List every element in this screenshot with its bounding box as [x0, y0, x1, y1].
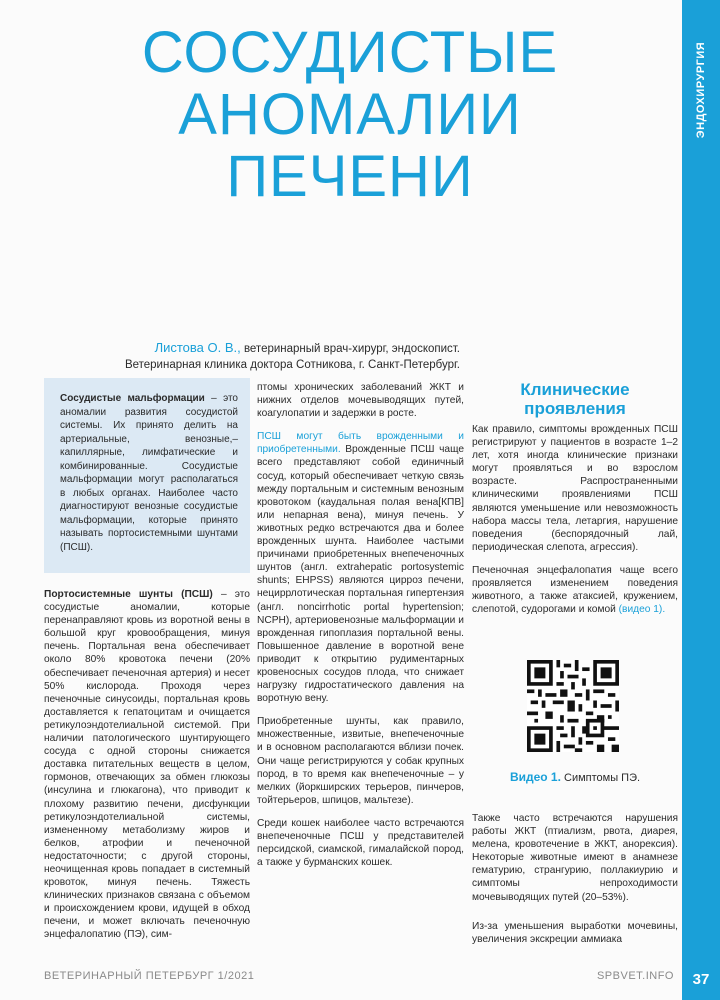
column-2: [257, 381, 464, 879]
qr-code[interactable]: [527, 660, 619, 752]
paragraph: Приобретенные шунты, как правило, множественные, извитые, внепеченочные и в основном располагаются вблизи почек. Они чаще регистрируются у собак крупных пород, в то время как внепеченочные – у мелких (йоркширских терьеров, пинчеров, тойтерьеров, шпицов, мальтезе).: [257, 716, 464, 806]
page-footer: [44, 970, 674, 990]
paragraph: [472, 564, 678, 616]
paragraph: [44, 588, 250, 942]
side-accent-bar: [682, 0, 720, 1000]
paragraph: Из-за уменьшения выработки мочевины, увеличения экскреции аммиака: [472, 920, 678, 945]
highlight-text: ПСШ могут быть врожденными и приобретенными.: [257, 431, 464, 456]
paragraph: птомы хронических заболеваний ЖКТ и нижних отделов мочевыводящих путей, коагулопатии и задержки в росте.: [257, 382, 464, 420]
journal-name: ВЕТЕРИНАРНЫЙ ПЕТЕРБУРГ 1/2021: [44, 970, 255, 982]
section-title: Клинические проявления: [520, 380, 630, 418]
title-line: СОСУДИСТЫЕ: [141, 20, 559, 85]
intro-term: Сосудистые мальформации: [60, 393, 205, 404]
section-tag: [682, 40, 720, 140]
video-label: Видео 1.: [509, 770, 561, 784]
author-name: Листова О. В.,: [154, 340, 241, 355]
site-link[interactable]: SPBVET.INFO: [596, 970, 674, 982]
section-tag-label: ЭНДОХИРУРГИЯ: [695, 41, 707, 139]
pss-text: – это сосудистые аномалии, которые перенаправляют кровь из воротной вены в большой круг кровообращения, минуя печень. Портальная вена обеспечивает около 80% кровотока печени (20% обеспечивает печеночная артерия) и несет 50% кислорода. Проходя через печеночные синусоиды, портальная кровь доставляется к гепатоцитам и очищается ретикулоэндотелиальной системой. При наличии патологического шунтирующего сосуда с одной стороны снижается доставка питательных веществ в целом, гормонов, отвечающих за обмен глюкозы (инсулина и глюкагона), что приводит к плохому развитию печени, дисфункции ретикулоэндотелиальной системы, измененному метаболизму жиров и белков, атрофии и печеночной недостаточности; с другой стороны, неочищенная кровь попадает в системный кровоток, минуя печень. Тяжесть клинических признаков связана с объемом и происхождением крови, идущей в обход печени, и может включать печеночную энцефалопатию (ПЭ), сим-: [44, 589, 250, 941]
pss-term: Портосистемные шунты (ПСШ): [44, 589, 213, 600]
column-1: [44, 588, 250, 952]
title-line: ПЕЧЕНИ: [226, 144, 474, 209]
author-affiliation: Ветеринарная клиника доктора Сотникова, г. Санкт-Петербург.: [124, 359, 460, 371]
column-3-continued: [472, 812, 678, 956]
video-caption: [472, 770, 678, 784]
article-title: [40, 22, 660, 208]
video-link[interactable]: (видео 1).: [618, 604, 666, 616]
paragraph-text: Врожденные ПСШ чаще всего представляют собой единичный сосуд, который обеспечивает четкую связь между портальным и системным венозным кровотоком (каудальная полая вена[КПВ] или непарная вена), минуя печень. У животных редко встречаются два и более врожденных шунта. Наиболее частыми причинами приобретенных внепеченочных шунтов (англ. extrahepatic portosystemic shunts; EHPSS) являются цирроз печени, нециррлотическая портальная гипертензия (англ. noncirrhotic portal hypertension; NCPH), артериовенозные мальформации и врожденная гипоплазия портальной вены. Повышенное давление в воротной вене приводит к открытию рудиментарных кровеносных сосудов плода, что снижает нагрузку гидростатического давления на воротную вену.: [257, 444, 464, 705]
column-3: [472, 423, 678, 626]
paragraph: Также часто встречаются нарушения работы ЖКТ (птиализм, рвота, диарея, мелена, кровотечение в ЖКТ, анорексия). Некоторые животные имеют в анамнезе гематурию, странгурию, поллакиурию и симптомы непроходимости мочевыводящих путей (20–53%).: [472, 813, 678, 903]
author-block: [60, 340, 460, 373]
page-number: 37: [692, 970, 710, 988]
intro-definition: – это аномалии развития сосудистой системы. Их принято делить на артериальные, венозные,– капиллярные, лимфатические и комбинированные. Сосудистые мальформации могут располагаться в любых органах. Наиболее часто диагностируют венозные сосудистые мальформации, которые принято называть портосистемными шунтами (ПСШ).: [60, 393, 238, 553]
title-line: АНОМАЛИИ: [178, 82, 522, 147]
author-role: ветеринарный врач-хирург, эндоскопист.: [243, 343, 460, 355]
paragraph: [257, 430, 464, 705]
paragraph-text: Печеночная энцефалопатия чаще всего проявляется изменением поведения животного, а также атаксией, кружением, слепотой, судорогами и комой: [472, 564, 678, 616]
intro-text: [60, 392, 238, 554]
paragraph: Среди кошек наиболее часто встречаются внепеченочные ПСШ у представителей персидской, сиамской, гималайской пород, а также у бурманских кошек.: [257, 817, 464, 869]
video-text: Симптомы ПЭ.: [564, 772, 641, 784]
paragraph: Как правило, симптомы врожденных ПСШ регистрируют у пациентов в возрасте 1–2 лет, хотя иногда клинические признаки могут проявляться и во взрослом возрасте. Распространенными клиническими проявлениями ПСШ являются уменьшение или невозможность набора массы тела, летаргия, нарушение поведения (беспорядочный лай, периодическая слепота, агрессия).: [472, 424, 678, 553]
